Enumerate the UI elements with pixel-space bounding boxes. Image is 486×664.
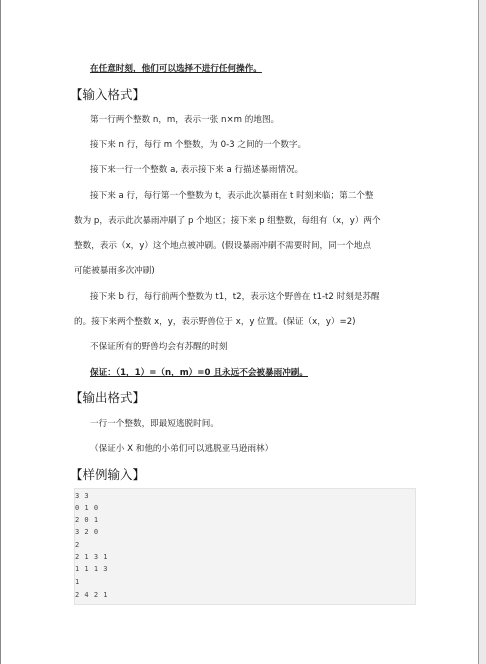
sample-input-line: 2 4 2 1	[75, 591, 109, 599]
sample-input-line: 0 1 0	[75, 504, 99, 512]
paragraph-line: 第一行两个整数 n，m，表示一张 n×m 的地图。	[90, 115, 280, 125]
sample-input-line: 2 1 3 1	[75, 553, 109, 561]
page-gutter	[479, 0, 486, 664]
page-left-edge	[0, 0, 1, 664]
sample-input-line: 3 3	[75, 492, 90, 500]
sample-input-box	[74, 488, 416, 605]
paragraph-line: 接下来 n 行，每行 m 个整数，为 0-3 之间的一个数字。	[90, 140, 307, 150]
paragraph-line: 整数，表示（x，y）这个地点被冲刷。(假设暴雨冲刷不需要时间，同一个地点	[74, 241, 372, 251]
guarantee-text: 保证：（1，1）=（n，m）=0 且永远不会被暴雨冲刷。	[90, 368, 308, 378]
sample-input-line: 2 0 1	[75, 516, 99, 524]
paragraph-line: 不保证所有的野兽均会有苏醒的时刻	[90, 342, 228, 352]
paragraph-line: 可能被暴雨多次冲刷)	[74, 266, 155, 276]
sample-input-line: 2	[75, 541, 80, 549]
paragraph-line: 接下来一行一个整数 a, 表示接下来 a 行描述暴雨情况。	[90, 165, 304, 175]
paragraph-line: 的。接下来两个整数 x，y，表示野兽位于 x，y 位置。(保证（x，y）=2)	[74, 317, 356, 327]
note-text: 在任意时刻，他们可以选择不进行任何操作。	[90, 64, 262, 74]
output-line: 一行一个整数，即最短逃脱时间。	[90, 419, 219, 429]
paragraph-line: 接下来 b 行，每行前两个整数为 t1，t2，表示这个野兽在 t1-t2 时刻是苏醒	[90, 292, 380, 302]
paragraph-line: 接下来 a 行，每行第一个整数为 t，表示此次暴雨在 t 时刻来临；第二个整	[90, 191, 374, 201]
sample-input-line: 1	[75, 578, 80, 586]
output-line: （保证小 X 和他的小弟们可以逃脱亚马逊雨林）	[90, 444, 274, 454]
sample-input-line: 1 1 1 3	[75, 565, 109, 573]
paragraph-line: 数为 p，表示此次暴雨冲刷了 p 个地区；接下来 p 组整数，每组有（x，y）两个	[74, 216, 381, 226]
sample-input-line: 3 2 0	[75, 528, 99, 536]
sample-input-heading: 【样例输入】	[70, 467, 146, 482]
input-format-heading: 【输入格式】	[70, 87, 146, 102]
output-format-heading: 【输出格式】	[70, 390, 146, 405]
